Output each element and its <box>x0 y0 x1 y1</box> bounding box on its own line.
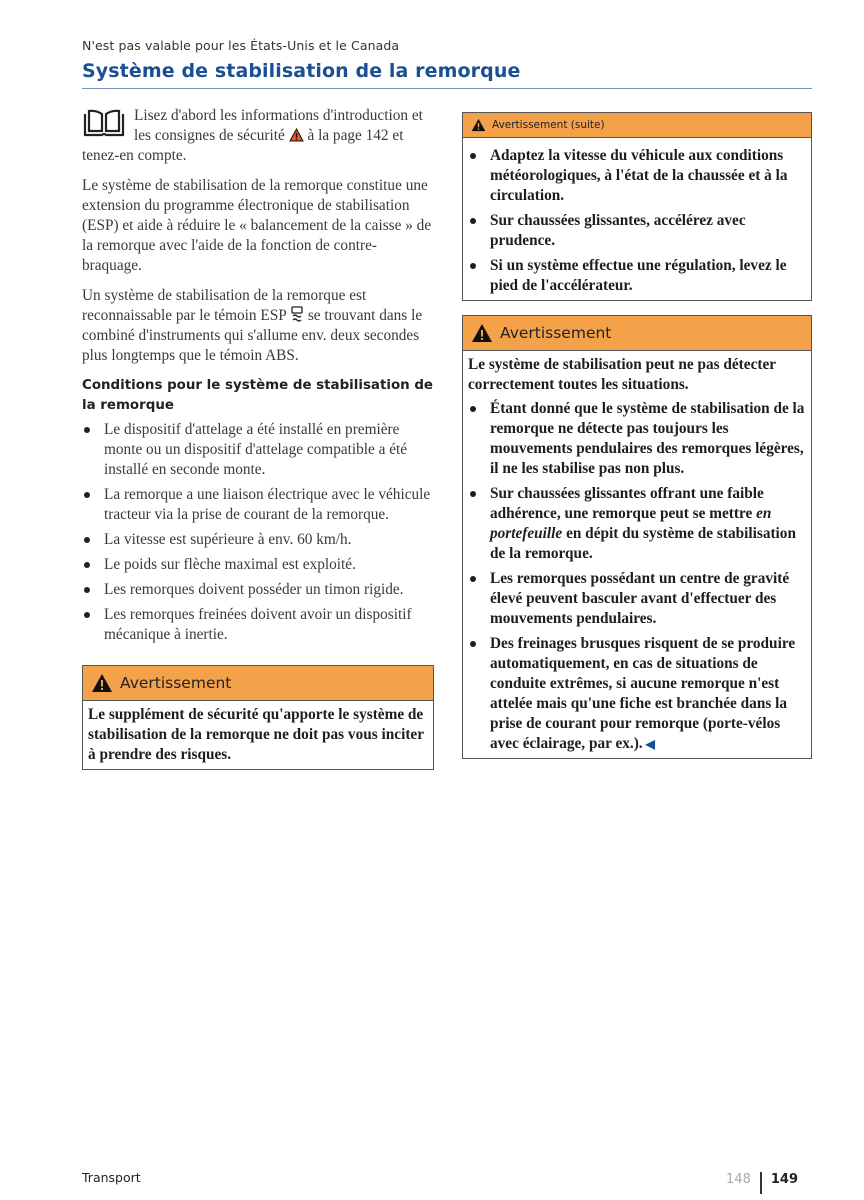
esp-trailer-icon <box>290 306 304 322</box>
list-item: Sur chaussées glissantes, accélérez avec prudence. <box>468 211 805 251</box>
warning-text: Le supplément de sécurité qu'apporte le système de stabilisation de la remorque ne doit pas vous inciter à prendre des risques. <box>88 706 424 763</box>
list-item: Les remorques possédant un centre de gravité élevé peuvent basculer avant d'effectuer des mouvements pendulaires. <box>468 569 805 629</box>
page-title: Système de stabilisation de la remorque <box>82 60 521 82</box>
list-item: Les remorques doivent posséder un timon rigide. <box>82 580 434 600</box>
warning-header <box>463 316 811 351</box>
page-separator <box>760 1172 762 1194</box>
current-page-number: 149 <box>770 1171 798 1187</box>
left-column <box>82 106 434 770</box>
description-paragraph: Le système de stabilisation de la remorque constitue une extension du programme électronique de stabilisation (ESP) et aide à réduire le « balancement de la caisse » de la remorque avec l'aide de la fonction de contre-braquage. <box>82 177 432 274</box>
list-item: Le dispositif d'attelage a été installé en première monte ou un dispositif d'attelage compatible a été installé en seconde monte. <box>82 420 434 480</box>
title-divider <box>82 88 812 89</box>
book-icon <box>82 108 126 138</box>
conditions-heading: Conditions pour le système de stabilisation de la remorque <box>82 378 434 413</box>
warning-continued-body <box>463 138 811 300</box>
list-item: La remorque a une liaison électrique avec le véhicule tracteur via la prise de courant de la remorque. <box>82 485 434 525</box>
section-note: N'est pas valable pour les États-Unis et le Canada <box>82 38 400 53</box>
warning-header <box>83 666 433 701</box>
warning-box <box>462 315 812 759</box>
right-column <box>462 112 812 759</box>
end-arrow-icon: ◀ <box>645 737 655 751</box>
list-item: Si un système effectue une régulation, levez le pied de l'accélérateur. <box>468 256 805 296</box>
warning-continued-header <box>463 113 811 138</box>
list-item: Le poids sur flèche maximal est exploité. <box>82 555 434 575</box>
warning-label: Avertissement <box>120 674 232 692</box>
list-item: Les remorques freinées doivent avoir un dispositif mécanique à inertie. <box>82 605 434 645</box>
warning-continued-box <box>462 112 812 301</box>
warning-body <box>83 701 433 769</box>
warning-triangle-icon <box>471 323 493 343</box>
indicator-paragraph: Un système de stabilisation de la remorque est reconnaissable par le témoin ESP se trouvant dans le combiné d'instruments qui s'allume env. deux secondes plus longtemps que le témoin ABS. <box>82 287 423 364</box>
warning-intro: Le système de stabilisation peut ne pas détecter correctement toutes les situations. <box>468 356 776 393</box>
previous-page-number: 148 <box>726 1171 751 1187</box>
warning-triangle-icon <box>91 673 113 693</box>
warning-label: Avertissement <box>500 324 612 342</box>
warning-triangle-icon <box>289 128 304 142</box>
list-item: Sur chaussées glissantes offrant une faible adhérence, une remorque peut se mettre en portefeuille en dépit du système de stabilisation de la remorque. <box>468 484 805 564</box>
list-item: Étant donné que le système de stabilisation de la remorque ne détecte pas toujours les mouvements pendulaires des remorques légères, il ne les stabilise pas non plus. <box>468 399 805 479</box>
page-numbers <box>726 1168 798 1190</box>
list-item: La vitesse est supérieure à env. 60 km/h. <box>82 530 434 550</box>
warning-triangle-icon <box>471 118 486 132</box>
warning-box <box>82 665 434 770</box>
intro-paragraph: Lisez d'abord les informations d'introduction et les consignes de sécurité à la page 142 et tenez-en compte. <box>82 107 423 164</box>
warning-body <box>463 351 811 758</box>
list-item: Adaptez la vitesse du véhicule aux conditions météorologiques, à l'état de la chaussée et à la circulation. <box>468 146 805 206</box>
list-item: Des freinages brusques risquent de se produire automatiquement, en cas de situations de conduite extrêmes, si aucune remorque n'est attelée mais qu'une fiche est branchée dans la prise de courant pour remorque (porte-vélos avec éclairage, par ex.). ◀ <box>468 634 805 754</box>
warning-continued-label: Avertissement (suite) <box>492 119 605 131</box>
footer-section: Transport <box>82 1170 141 1185</box>
